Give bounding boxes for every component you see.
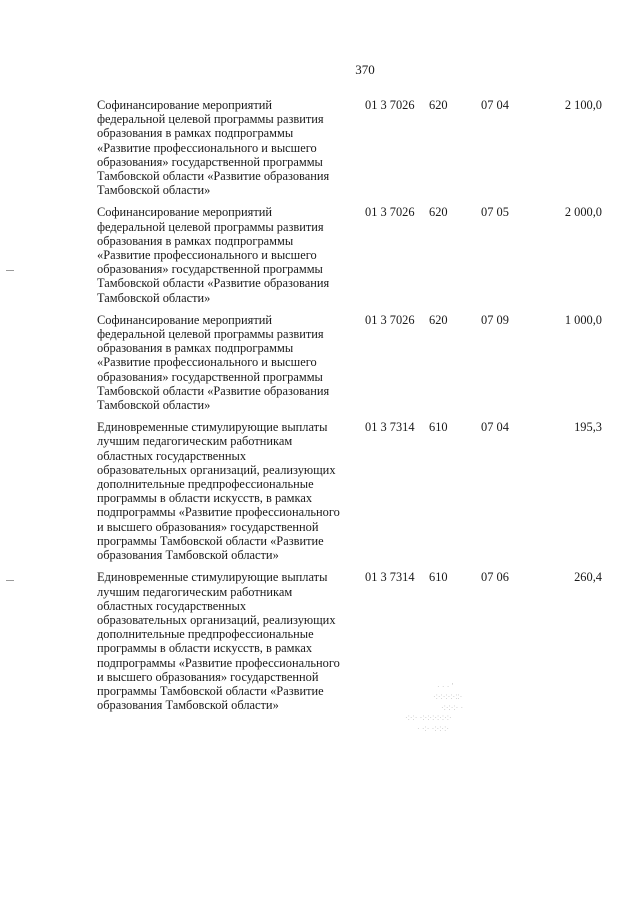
margin-mark — [6, 270, 14, 271]
budget-table — [97, 98, 602, 720]
amount: 2 000,0 — [564, 205, 602, 220]
table-row — [97, 420, 602, 562]
expense-type-code: 620 — [429, 205, 448, 220]
amount: 260,4 — [574, 570, 602, 585]
target-article-code: 01 3 7026 — [365, 205, 415, 220]
page-number: 370 — [355, 62, 375, 77]
faint-stamp: · · · ' ·:·:·:·:·::· ·:·:·:· · ·:·:· ·:·:·:·:·:·:· · ·:· ·:·:·:· — [405, 682, 464, 733]
section-code: 07 06 — [481, 570, 509, 585]
amount: 2 100,0 — [564, 98, 602, 112]
item-name: Софинансирование мероприятий федеральной целевой программы развития образования в рамках подпрограммы «Развитие профессионального и высшего образования» государственной программы Тамбовской области «Развитие образования Тамбовской области» — [97, 98, 330, 198]
table-row — [97, 205, 602, 304]
item-name: Единовременные стимулирующие выплаты лучшим педагогическим работникам областных государственных образовательных организаций, реализующих дополнительные предпрофессиональные программы в области искусств, в рамках подпрограммы «Развитие профессионального и высшего образования» государственной программы Тамбовской области «Развитие образования Тамбовской области» — [97, 570, 340, 713]
table-row — [97, 313, 602, 412]
target-article-code: 01 3 7026 — [365, 312, 415, 327]
table-row — [97, 570, 602, 712]
amount: 195,3 — [574, 420, 602, 435]
target-article-code: 01 3 7026 — [365, 98, 415, 112]
expense-type-code: 620 — [429, 312, 448, 327]
section-code: 07 04 — [481, 98, 509, 112]
section-code: 07 09 — [481, 312, 509, 327]
expense-type-code: 610 — [429, 570, 448, 585]
margin-mark — [6, 580, 14, 581]
target-article-code: 01 3 7314 — [365, 420, 415, 435]
amount: 1 000,0 — [564, 312, 602, 327]
target-article-code: 01 3 7314 — [365, 570, 415, 585]
item-name: Софинансирование мероприятий федеральной целевой программы развития образования в рамках подпрограммы «Развитие профессионального и высшего образования» государственной программы Тамбовской области «Развитие образования Тамбовской области» — [97, 205, 330, 305]
expense-type-code: 620 — [429, 98, 448, 112]
item-name: Софинансирование мероприятий федеральной целевой программы развития образования в рамках подпрограммы «Развитие профессионального и высшего образования» государственной программы Тамбовской области «Развитие образования Тамбовской области» — [97, 312, 330, 413]
table-row — [97, 98, 602, 197]
expense-type-code: 610 — [429, 420, 448, 435]
section-code: 07 05 — [481, 205, 509, 220]
item-name: Единовременные стимулирующие выплаты лучшим педагогическим работникам областных государственных образовательных организаций, реализующих дополнительные предпрофессиональные программы в области искусств, в рамках подпрограммы «Развитие профессионального и высшего образования» государственной программы Тамбовской области «Развитие образования Тамбовской области» — [97, 420, 340, 563]
section-code: 07 04 — [481, 420, 509, 435]
